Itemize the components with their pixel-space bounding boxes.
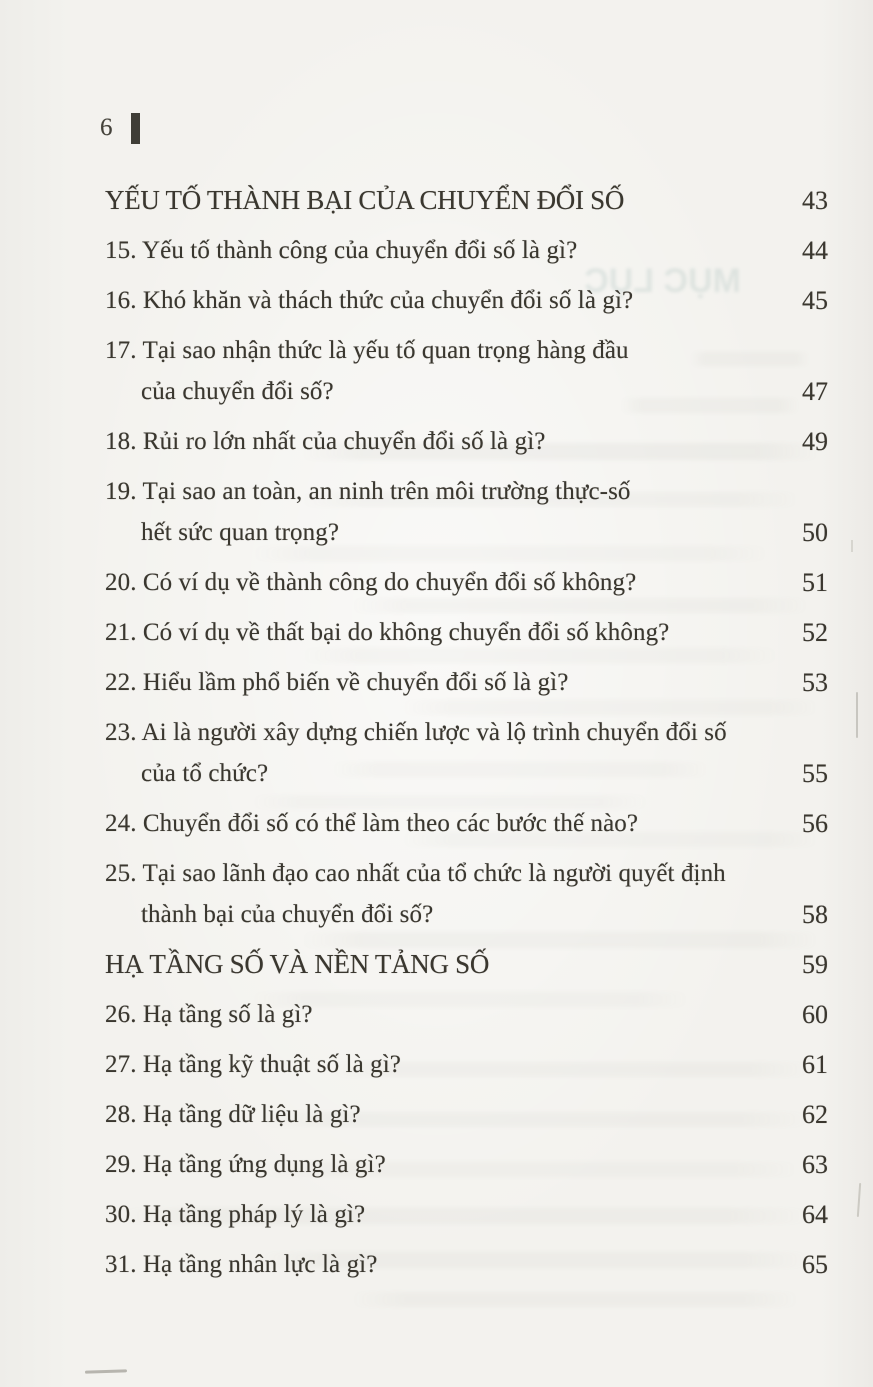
toc-page-number: 45 <box>802 286 828 315</box>
toc-page-number: 56 <box>802 809 828 838</box>
toc-entry-text <box>105 994 790 1035</box>
toc-entry-line: 17. Tại sao nhận thức là yếu tố quan trọng hàng đầu <box>105 337 629 364</box>
toc-entry-text <box>105 612 790 653</box>
toc-item-row <box>105 662 828 703</box>
toc-item-row <box>105 1244 828 1285</box>
toc-entry-line-continuation: thành bại của chuyển đổi số? <box>141 901 434 928</box>
toc-item-row <box>105 994 828 1035</box>
toc-item-row <box>105 421 828 462</box>
toc-item-row <box>105 1144 828 1185</box>
toc-item-row <box>105 471 828 553</box>
toc-page-number: 44 <box>802 236 828 265</box>
toc-page-number: 58 <box>802 900 828 929</box>
toc-entry-text <box>105 662 790 703</box>
scan-artifact-edge-mark <box>857 1183 861 1217</box>
toc-entry-text <box>105 1044 790 1085</box>
toc-entry-text <box>105 471 790 553</box>
toc-entry-line-continuation: của chuyển đổi số? <box>141 378 334 405</box>
toc-page-number: 43 <box>802 186 828 215</box>
toc-entry-text <box>105 803 790 844</box>
toc-item-row <box>105 712 828 794</box>
toc-item-row <box>105 562 828 603</box>
toc-section-row <box>105 180 828 221</box>
toc-entry-line: 22. Hiểu lầm phổ biến về chuyển đổi số là gì? <box>105 669 569 696</box>
toc-entry-text <box>105 1194 790 1235</box>
scan-artifact-bottom-dash <box>85 1369 127 1373</box>
toc-entry-line: 30. Hạ tầng pháp lý là gì? <box>105 1201 366 1228</box>
toc-page-number: 47 <box>802 377 828 406</box>
toc-entry-line: 23. Ai là người xây dựng chiến lược và lộ trình chuyển đổi số <box>105 719 727 746</box>
page-header <box>100 112 140 144</box>
toc-entry-line-continuation: hết sức quan trọng? <box>141 519 340 546</box>
toc-entry-text <box>105 1094 790 1135</box>
toc-entry-line-continuation: của tổ chức? <box>141 760 269 787</box>
scan-artifact-edge-mark <box>856 692 858 738</box>
scan-artifact-edge-tick <box>851 540 853 552</box>
toc-entry-line: YẾU TỐ THÀNH BẠI CỦA CHUYỂN ĐỔI SỐ <box>105 185 625 215</box>
bleed-through-text: MỤC LỤC <box>584 262 741 300</box>
toc-item-row <box>105 853 828 935</box>
toc-page-number: 60 <box>802 1000 828 1029</box>
toc-entry-text <box>105 562 790 603</box>
toc-page-number: 50 <box>802 518 828 547</box>
toc-item-row <box>105 1194 828 1235</box>
toc-entry-line: 26. Hạ tầng số là gì? <box>105 1001 313 1028</box>
toc-page-number: 64 <box>802 1200 828 1229</box>
toc-section-row <box>105 944 828 985</box>
toc-entry-line: 20. Có ví dụ về thành công do chuyển đổi số không? <box>105 569 637 596</box>
toc-page-number: 65 <box>802 1250 828 1279</box>
toc-item-row <box>105 230 828 271</box>
toc-entry-text <box>105 280 790 321</box>
toc-page-number: 62 <box>802 1100 828 1129</box>
toc-page-number: 63 <box>802 1150 828 1179</box>
toc-item-row <box>105 1094 828 1135</box>
toc-page-number: 52 <box>802 618 828 647</box>
toc-entry-line: HẠ TẦNG SỐ VÀ NỀN TẢNG SỐ <box>105 949 490 979</box>
toc-entry-text <box>105 180 790 221</box>
toc-page-number: 61 <box>802 1050 828 1079</box>
toc-entry-line: 31. Hạ tầng nhân lực là gì? <box>105 1251 378 1278</box>
toc-page-number: 53 <box>802 668 828 697</box>
toc-item-row <box>105 330 828 412</box>
folio-bar <box>131 113 140 144</box>
toc-entry-text <box>105 712 790 794</box>
toc-entry-line: 29. Hạ tầng ứng dụng là gì? <box>105 1151 386 1178</box>
toc-page-number: 49 <box>802 427 828 456</box>
toc-item-row <box>105 280 828 321</box>
toc-entry-text <box>105 944 790 985</box>
toc-entry-line: 16. Khó khăn và thách thức của chuyển đổi số là gì? <box>105 287 634 314</box>
toc-entry-line: 24. Chuyển đổi số có thể làm theo các bước thế nào? <box>105 810 639 837</box>
toc-page-number: 55 <box>802 759 828 788</box>
toc-entry-line: 28. Hạ tầng dữ liệu là gì? <box>105 1101 361 1128</box>
folio-number: 6 <box>100 114 113 141</box>
toc-entry-text <box>105 230 790 271</box>
toc-entry-line: 25. Tại sao lãnh đạo cao nhất của tổ chức là người quyết định <box>105 860 726 887</box>
toc-list <box>105 180 828 1294</box>
toc-entry-text <box>105 1244 790 1285</box>
toc-entry-text <box>105 421 790 462</box>
toc-item-row <box>105 803 828 844</box>
toc-entry-line: 21. Có ví dụ về thất bại do không chuyển đổi số không? <box>105 619 670 646</box>
toc-entry-line: 15. Yếu tố thành công của chuyển đổi số là gì? <box>105 237 578 264</box>
toc-entry-text <box>105 1144 790 1185</box>
toc-page-number: 59 <box>802 950 828 979</box>
toc-entry-text <box>105 330 790 412</box>
toc-item-row <box>105 612 828 653</box>
toc-entry-line: 27. Hạ tầng kỹ thuật số là gì? <box>105 1051 401 1078</box>
toc-entry-text <box>105 853 790 935</box>
toc-item-row <box>105 1044 828 1085</box>
toc-entry-line: 19. Tại sao an toàn, an ninh trên môi trường thực-số <box>105 478 631 505</box>
toc-entry-line: 18. Rủi ro lớn nhất của chuyển đổi số là gì? <box>105 428 546 455</box>
toc-page-number: 51 <box>802 568 828 597</box>
